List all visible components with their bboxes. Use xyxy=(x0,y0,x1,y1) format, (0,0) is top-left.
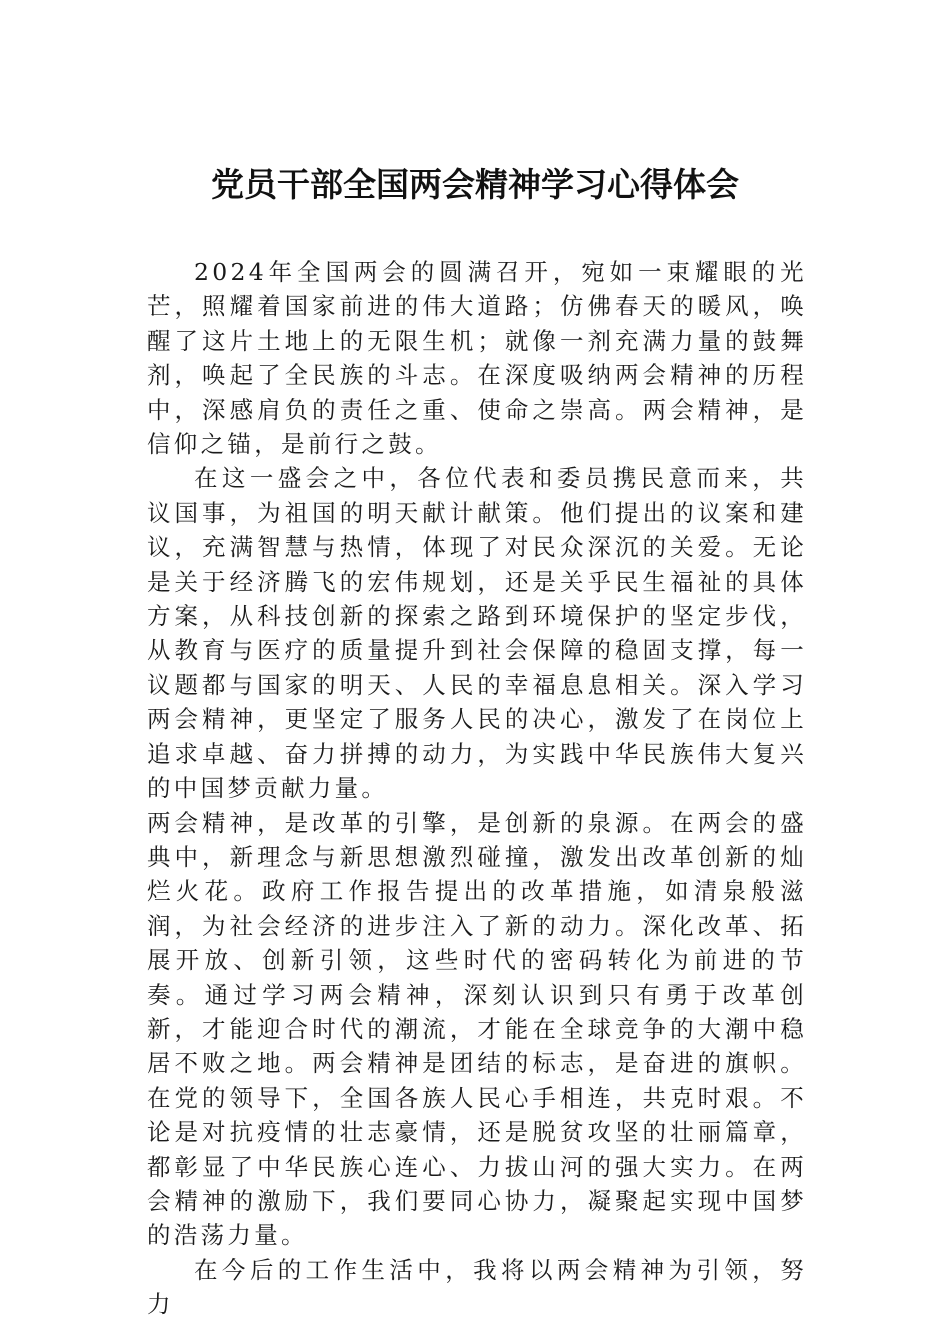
paragraph-4: 在今后的工作生活中，我将以两会精神为引领，努力 xyxy=(147,1255,807,1319)
paragraph-1: 2024年全国两会的圆满召开，宛如一束耀眼的光芒，照耀着国家前进的伟大道路；仿佛春天的暖风，唤醒了这片土地上的无限生机；就像一剂充满力量的鼓舞剂，唤起了全民族的斗志。在深度吸纳两会精神的历程中，深感肩负的责任之重、使命之崇高。两会精神，是信仰之锚，是前行之鼓。 xyxy=(147,258,807,459)
paragraph-3: 两会精神，是改革的引擎，是创新的泉源。在两会的盛典中，新理念与新思想激烈碰撞，激发出改革创新的灿烂火花。政府工作报告提出的改革措施，如清泉般滋润，为社会经济的进步注入了新的动力。深化改革、拓展开放、创新引领，这些时代的密码转化为前进的节奏。通过学习两会精神，深刻认识到只有勇于改革创新，才能迎合时代的潮流，才能在全球竞争的大潮中稳居不败之地。两会精神是团结的标志，是奋进的旗帜。在党的领导下，全国各族人民心手相连，共克时艰。不论是对抗疫情的壮志豪情，还是脱贫攻坚的壮丽篇章，都彰显了中华民族心连心、力拔山河的强大实力。在两会精神的激励下，我们要同心协力，凝聚起实现中国梦的浩荡力量。 xyxy=(147,808,807,1250)
document-title: 党员干部全国两会精神学习心得体会 xyxy=(211,165,739,204)
paragraph-2: 在这一盛会之中，各位代表和委员携民意而来，共议国事，为祖国的明天献计献策。他们提出的议案和建议，充满智慧与热情，体现了对民众深沉的关爱。无论是关于经济腾飞的宏伟规划，还是关乎民生福祉的具体方案，从科技创新的探索之路到环境保护的坚定步伐，从教育与医疗的质量提升到社会保障的稳固支撑，每一议题都与国家的明天、人民的幸福息息相关。深入学习两会精神，更坚定了服务人民的决心，激发了在岗位上追求卓越、奋力拼搏的动力，为实践中华民族伟大复兴的中国梦贡献力量。 xyxy=(147,464,807,803)
document-body xyxy=(147,255,807,1322)
